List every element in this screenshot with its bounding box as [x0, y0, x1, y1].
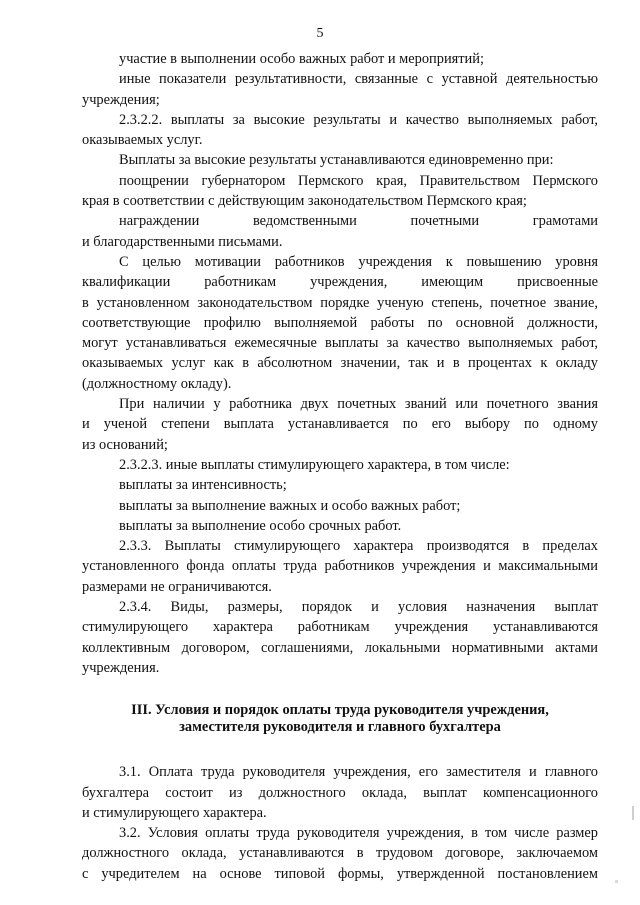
- text-line: поощрении губернатором Пермского края, Правительством Пермского: [119, 172, 598, 189]
- text-line: 2.3.2.3. иные выплаты стимулирующего характера, в том числе:: [119, 456, 510, 473]
- text-line: и благодарственными письмами.: [82, 233, 283, 250]
- text-line: (должностному окладу).: [82, 375, 232, 392]
- section-3-heading: [82, 702, 598, 736]
- text-line: края в соответствии с действующим законодательством Пермского края;: [82, 193, 527, 210]
- text-line: 2.3.3. Выплаты стимулирующего характера производятся в пределах: [119, 538, 598, 555]
- section-2-text: [82, 49, 598, 678]
- heading-line: заместителя руководителя и главного бухгалтера: [179, 719, 501, 736]
- document-body: [82, 49, 598, 884]
- text-line: учреждения;: [82, 91, 160, 108]
- text-line: должностного оклада, устанавливаются в трудовом договоре, заключаемом: [82, 845, 598, 862]
- text-line: Выплаты за высокие результаты устанавливаются единовременно при:: [119, 152, 554, 169]
- text-line: 2.3.2.2. выплаты за высокие результаты и качество выполняемых работ,: [119, 111, 598, 128]
- text-line: выплаты за выполнение важных и особо важных работ;: [119, 497, 461, 514]
- text-line: установленного фонда оплаты труда работников учреждения и максимальными: [82, 558, 598, 575]
- text-line: 3.1. Оплата труда руководителя учреждения, его заместителя и главного: [119, 764, 598, 781]
- text-line: с учредителем на основе типовой формы, утвержденной постановлением: [82, 865, 598, 882]
- text-line: 3.2. Условия оплаты труда руководителя учреждения, в том числе размер: [119, 825, 598, 842]
- text-line: и ученой степени выплата устанавливается по его выбору по одному: [82, 416, 598, 433]
- text-line: награждении ведомственными почетными грамотами: [119, 213, 598, 230]
- section-3-text: [82, 762, 598, 884]
- text-line: 2.3.4. Виды, размеры, порядок и условия назначения выплат: [119, 599, 598, 616]
- text-line: участие в выполнении особо важных работ и мероприятий;: [119, 51, 484, 67]
- text-line: оказываемых услуг как в абсолютном значении, так и в процентах к окладу: [82, 355, 598, 372]
- text-line: в установленном законодательством порядке ученую степень, почетное звание,: [82, 294, 598, 311]
- text-line: При наличии у работника двух почетных званий или почетного звания: [119, 396, 598, 413]
- text-line: выплаты за интенсивность;: [119, 477, 287, 494]
- text-line: оказываемых услуг.: [82, 132, 203, 149]
- text-line: С целью мотивации работников учреждения к повышению уровня: [119, 253, 598, 270]
- text-line: размерами не ограничиваются.: [82, 578, 272, 595]
- text-line: выплаты за выполнение особо срочных работ.: [119, 517, 402, 534]
- text-line: квалификации работникам учреждения, имеющим присвоенные: [82, 274, 598, 291]
- text-line: стимулирующего характера работникам учреждения устанавливаются: [82, 619, 598, 636]
- scan-artifact: [632, 806, 634, 820]
- text-line: соответствующие профилю выполняемой работы по основной должности,: [82, 314, 598, 331]
- heading-line: III. Условия и порядок оплаты труда руководителя учреждения,: [131, 702, 549, 719]
- page-number: 5: [316, 26, 324, 41]
- text-line: учреждения.: [82, 659, 160, 676]
- scan-artifact: [615, 880, 618, 883]
- text-line: и стимулирующего характера.: [82, 804, 267, 821]
- text-line: из оснований;: [82, 436, 168, 453]
- text-line: иные показатели результативности, связанные с уставной деятельностью: [119, 71, 598, 88]
- text-line: коллективным договором, соглашениями, локальными нормативными актами: [82, 639, 598, 656]
- text-line: могут устанавливаться ежемесячные выплаты за качество выполняемых работ,: [82, 335, 598, 352]
- text-line: бухгалтера состоит из должностного оклада, выплат компенсационного: [82, 784, 598, 801]
